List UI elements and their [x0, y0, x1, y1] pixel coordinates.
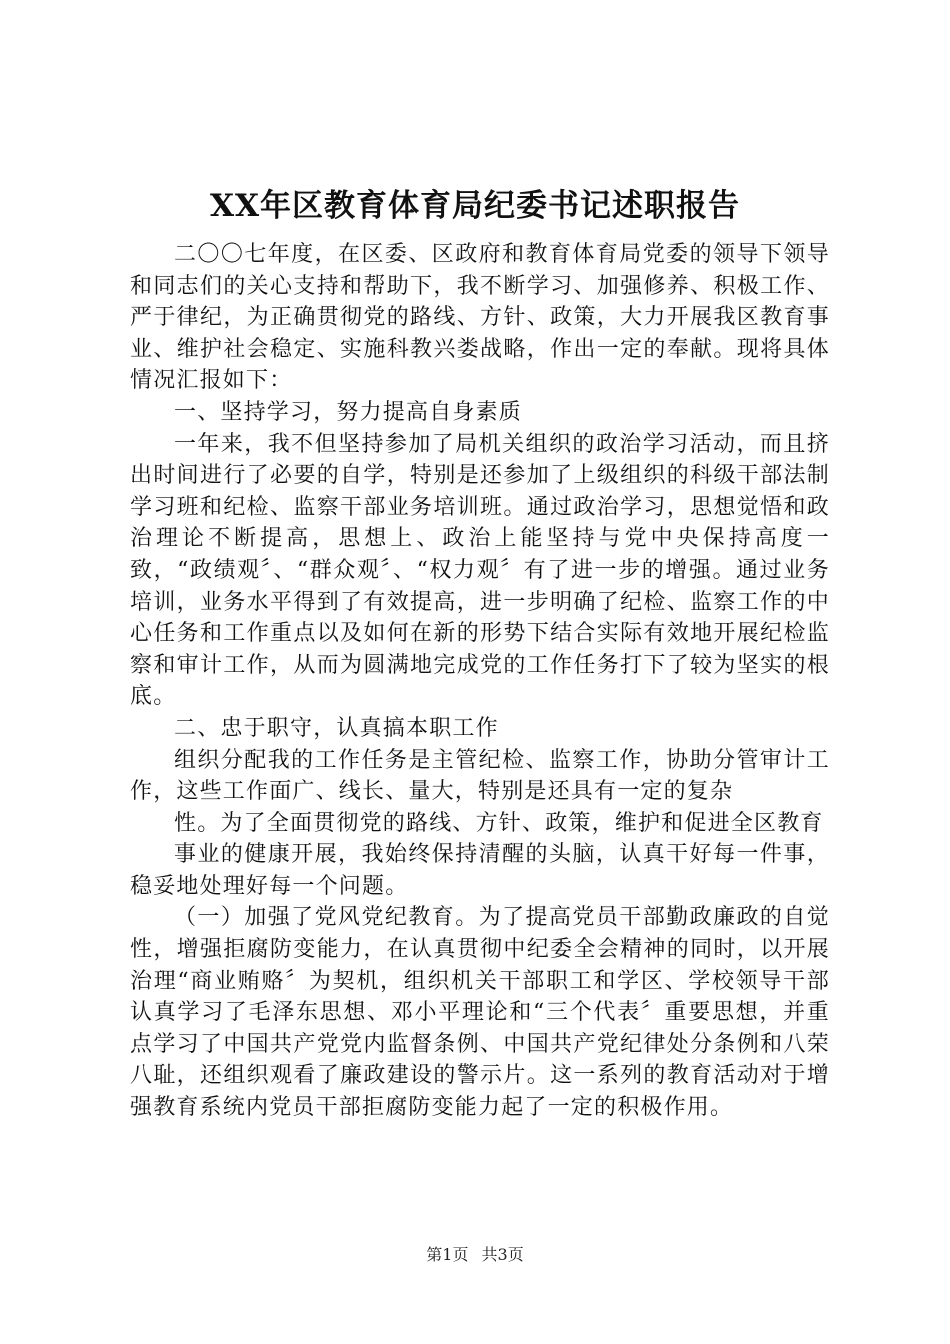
paragraph-duties-cont: 性。为了全面贯彻党的路线、方针、政策，维护和促进全区教育: [174, 810, 824, 836]
paragraph-intro: 二〇〇七年度，在区委、区政府和教育体育局党委的领导下领导和同志们的关心支持和帮助下，我不断学习、加强修养、积极工作、严于律纪，为正确贯彻党的路线、方针、政策，大力开展我区教育事业、维护社会稳定、实施科教兴娄战略，作出一定的奉献。现将具体情况汇报如下：: [130, 242, 830, 394]
paragraph-duties: 组织分配我的工作任务是主管纪检、监察工作，协助分管审计工作，这些工作面广、线长、量大，特别是还具有一定的复杂: [130, 747, 830, 805]
section-heading-2: 二、忠于职守，认真搞本职工作: [174, 715, 499, 741]
page-footer: [0, 1244, 950, 1266]
document-title: XX年区教育体育局纪委书记述职报告: [209, 188, 741, 224]
page-number-total: 共3页: [481, 1245, 524, 1264]
paragraph-duties-end: 事业的健康开展，我始终保持清醒的头脑，认真干好每一件事，稳妥地处理好每一个问题。: [130, 842, 830, 899]
page-number-current: 第1页: [426, 1245, 469, 1264]
document-body: [130, 239, 830, 1124]
paragraph-education: （一）加强了党风党纪教育。为了提高党员干部勤政廉政的自觉性，增强拒腐防变能力，在认真贯彻中纪委全会精神的同时，以开展治理“商业贿赂〞为契机，组织机关干部职工和学区、学校领导干部认真学习了毛泽东思想、邓小平理论和“三个代表〞重要思想，并重点学习了中国共产党党内监督条例、中国共产党纪律处分条例和八荣八耻，还组织观看了廉政建设的警示片。这一系列的教育活动对于增强教育系统内党员干部拒腐防变能力起了一定的积极作用。: [130, 905, 830, 1121]
section-heading-1: 一、坚持学习，努力提高自身素质: [174, 399, 523, 425]
paragraph-study: 一年来，我不但坚持参加了局机关组织的政治学习活动，而且挤出时间进行了必要的自学，特别是还参加了上级组织的科级干部法制学习班和纪检、监察干部业务培训班。通过政治学习，思想觉悟和政治理论不断提高，思想上、政治上能坚持与党中央保持高度一致，“政绩观〞、“群众观〞、“权力观〞有了进一步的增强。通过业务培训，业务水平得到了有效提高，进一步明确了纪检、监察工作的中心任务和工作重点以及如何在新的形势下结合实际有效地开展纪检监察和审计工作，从而为圆满地完成党的工作任务打下了较为坚实的根底。: [130, 431, 830, 710]
